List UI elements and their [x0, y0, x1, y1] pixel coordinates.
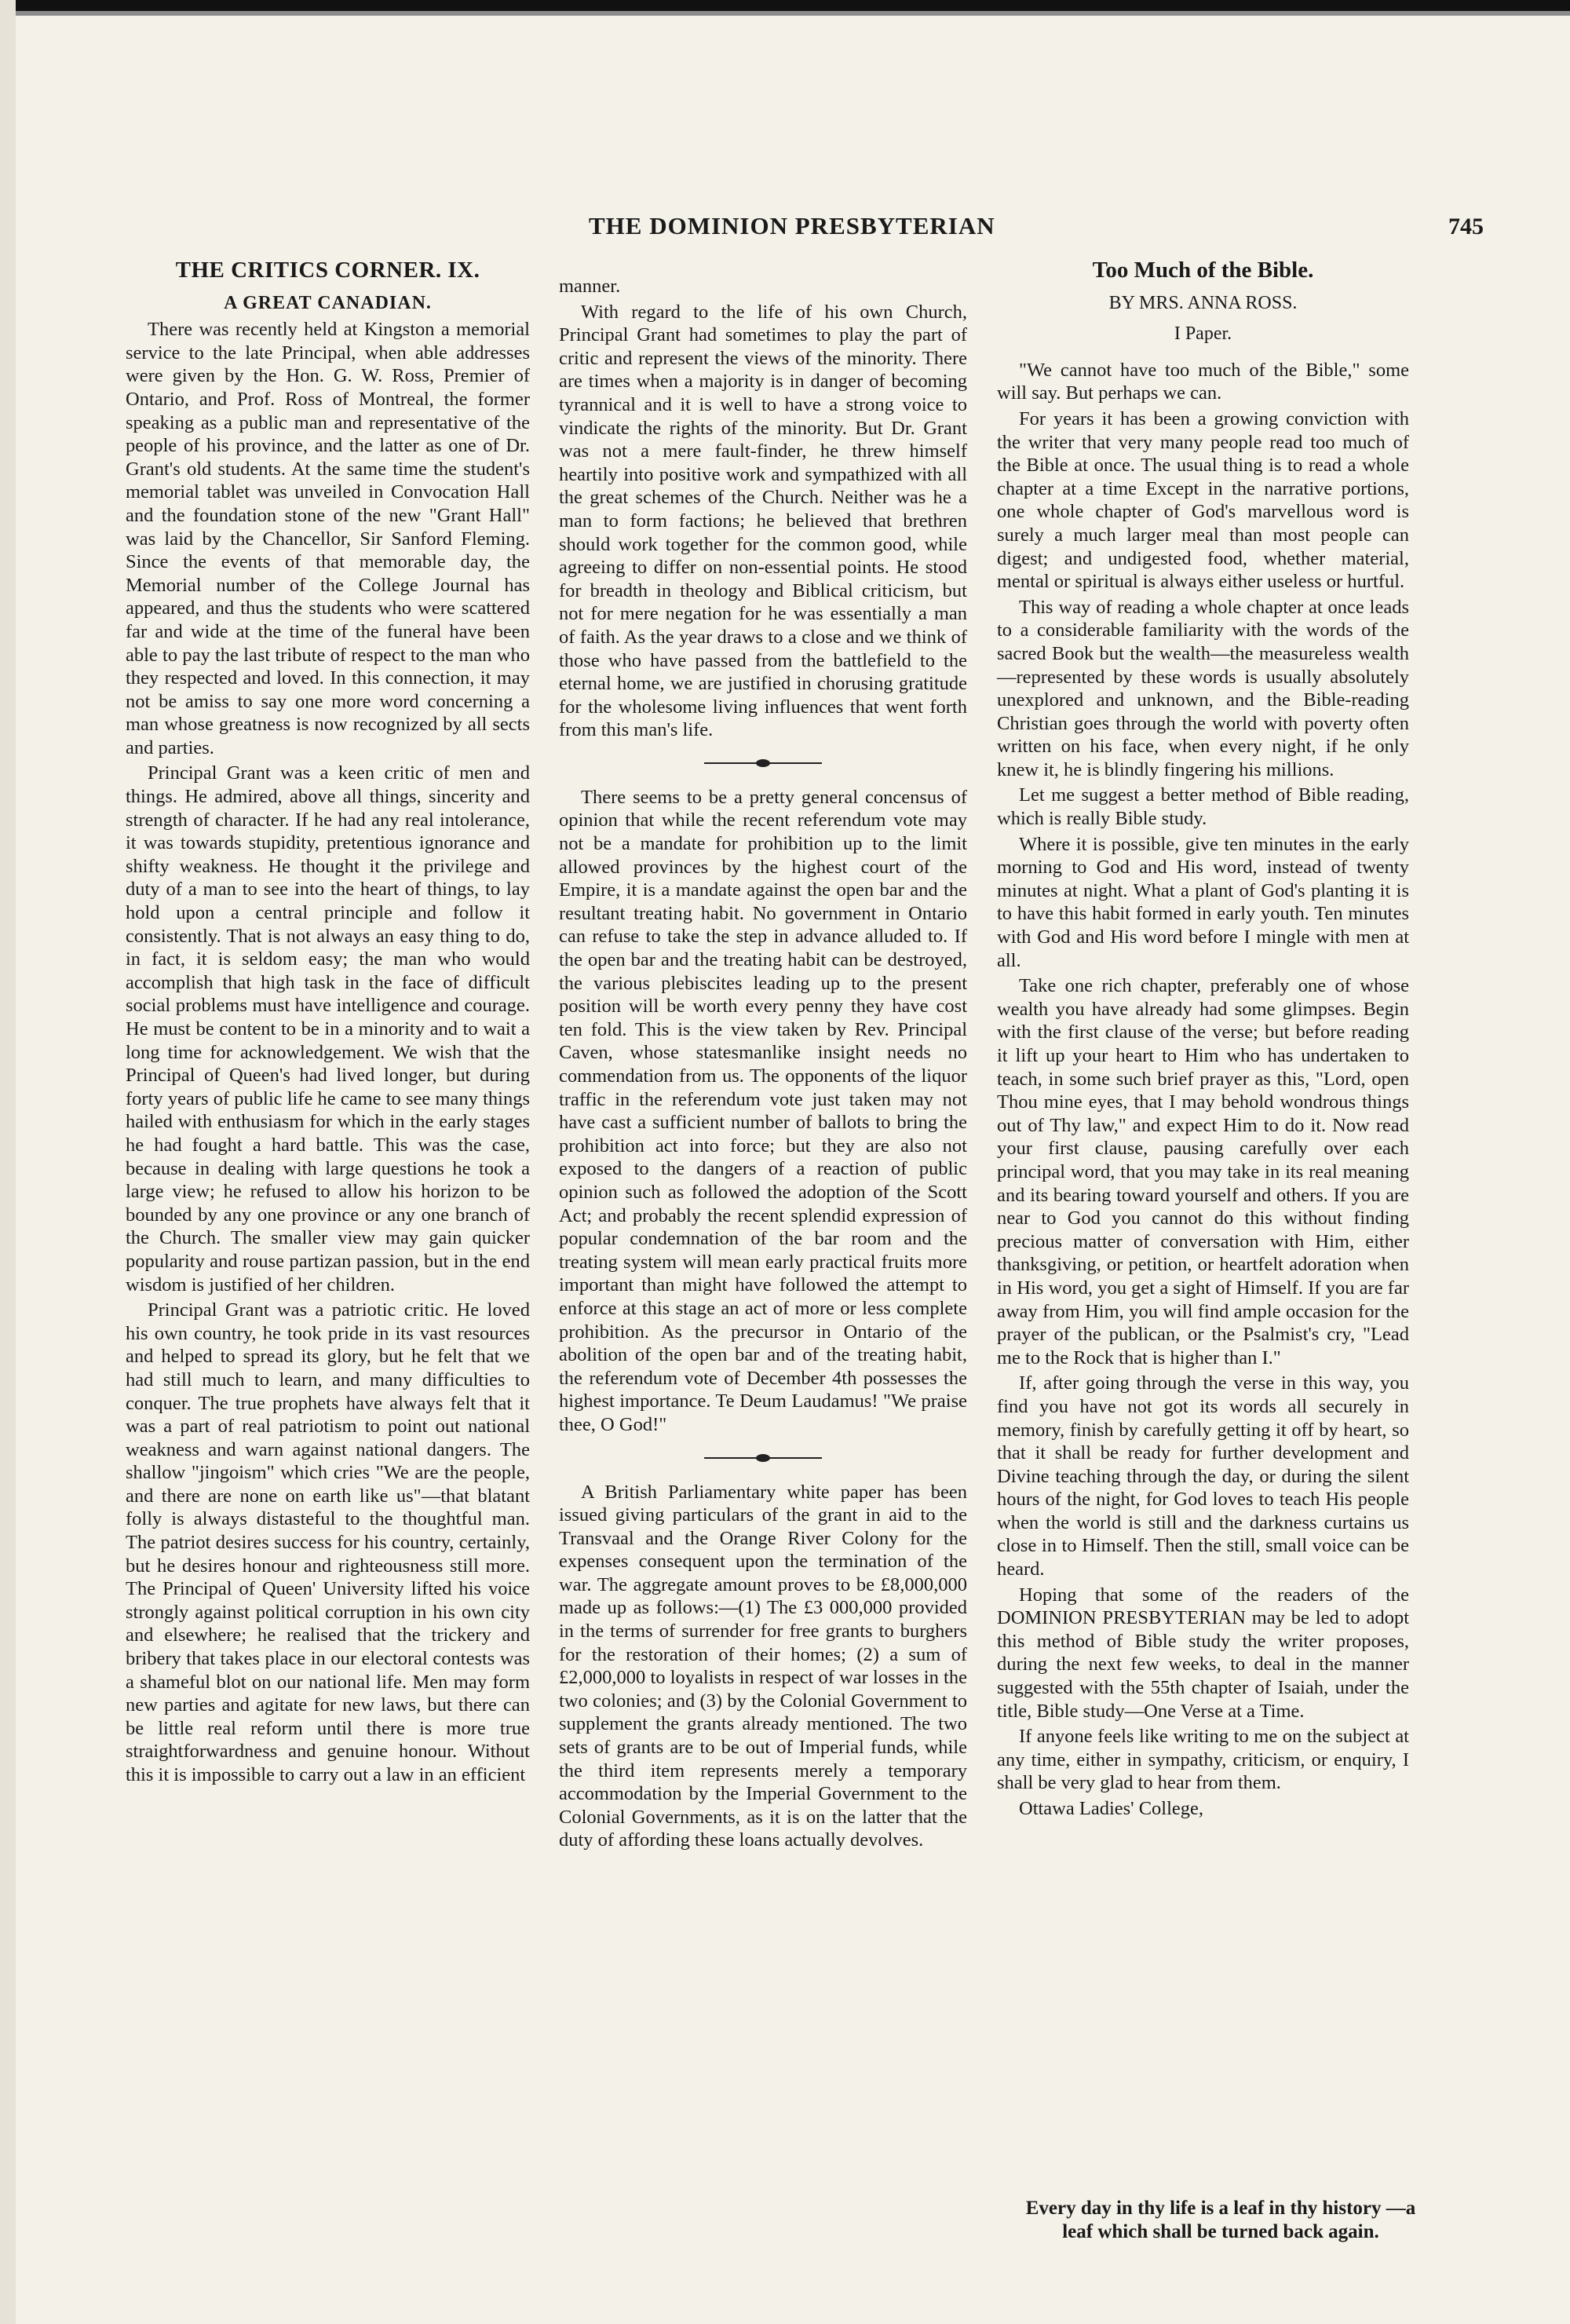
paragraph: This way of reading a whole chapter at once leads to a considerable familiarity with the words of the sacred Book but the wealth—the measureless wealth—represented by these words is usually absolutely unexplored and unknown, and the Bible-reading Christian goes through the world with poverty often written on his face, when every night, if he only knew it, he is blindly fingering his millions. — [997, 596, 1409, 780]
article-heading-too-much-bible: Too Much of the Bible. — [1092, 258, 1314, 283]
paragraph: "We cannot have too much of the Bible," some will say. But perhaps we can. — [997, 359, 1409, 404]
journal-title: THE DOMINION PRESBYTERIAN — [589, 212, 995, 239]
section-separator — [704, 1454, 822, 1462]
page-number: 745 — [1448, 214, 1484, 239]
paragraph: Take one rich chapter, preferably one of whose wealth you have already had some glimpses. Begin with the first clause of the verse; but before reading it lift up your heart to Him who has undertaken to teach, in some such brief prayer as this, "Lord, open Thou mine eyes, that I may behold wondrous things out of Thy law," and expect Him to do it. Now read your first clause, pausing carefully over each principal word, that you may take in its real meaning and its bearing toward yourself and others. If you are near to God you cannot do this without finding precious matter of conversation with Him, either thanksgiving, or petition, or heartfelt adoration when in His word, you get a sight of Himself. If you are far away from Him, you will find ample occasion for the prayer of the publican, or the Psalmist's cry, "Lead me to the Rock that is higher than I." — [997, 975, 1409, 1368]
paragraph: Principal Grant was a patriotic critic. He loved his own country, he took pride in its vast resources and helped to spread its glory, but he felt that we had still much to learn, and many difficulties to conquer. The true prophets have always felt that it was a part of real patriotism to point out national weakness and warn against national dangers. The shallow "jingoism" which cries "We are the people, and there are none on earth like us"—that blatant folly is always distasteful to the thoughtful man. The patriot desires success for his country, certainly, but he desires honour and righteousness still more. The Principal of Queen' University lifted his voice strongly against political corruption in his own city and elsewhere; he realised that the trickery and bribery that takes place in our electoral contests was a shameful blot on our national life. Men may form new parties and agitate for new laws, but there can be little real reform until there is more true straightforwardness and genuine honour. Without this it is impossible to carry out a law in an efficient — [126, 1299, 530, 1785]
column-left — [126, 259, 530, 1789]
paragraph: Principal Grant was a keen critic of men and things. He admired, above all things, sincerity and strength of character. If he had any real intolerance, it was towards stupidity, pretentious ignorance and shifty weakness. He thought it the privilege and duty of a man to see into the heart of things, to lay hold upon a central principle and follow it consistently. That is not always an easy thing to do, in fact, it is seldom easy; the man who would accomplish that high task in the face of difficult social problems must have intelligence and courage. He must be content to be in a minority and to wait a long time for acknowledgement. We wish that the Principal of Queen's had lived longer, but during forty years of public life he came to see many things hailed with enthusiasm for which in the early stages he had fought a hard battle. This was the case, because in dealing with large questions he took a large view; he refused to allow his horizon to be bounded by any one province or any one branch of the Church. The smaller view may gain quicker popularity and rouse partizan passion, but in the end wisdom is justified of her children. — [126, 762, 530, 1295]
signoff: Ottawa Ladies' College, — [1019, 1798, 1204, 1819]
column-right — [997, 259, 1409, 1823]
paragraph: For years it has been a growing conviction with the writer that very many people read too much of the Bible at once. The usual thing is to read a whole chapter at a time Except in the narrative portions, one whole chapter of God's marvellous word is surely a much larger meal than most people can digest; and undigested food, whether material, mental or spiritual is always either useless or hurtful. — [997, 407, 1409, 593]
paragraph: If, after going through the verse in this way, you find you have not got its words all securely in memory, finish by carefully getting it off by heart, so that it shall be ready for further development and Divine teaching through the day, or during the silent hours of the night, for God loves to teach His people when the world is still and the darkness curtains us close in to Himself. Then the still, small voice can be heard. — [997, 1372, 1409, 1580]
paragraph: There was recently held at Kingston a memorial service to the late Principal, when able addresses were given by the Hon. G. W. Ross, Premier of Ontario, and Prof. Ross of Montreal, the former speaking as a public man and representative of the people of his province, and the latter as one of Dr. Grant's old students. At the same time the student's memorial tablet was unveiled in Convocation Hall and the foundation stone of the new "Grant Hall" was laid by the Chancellor, Sir Sanford Fleming. Since the events of that memorable day, the Memorial number of the College Journal has appeared, and thus the students who were scattered far and wide at the time of the funeral have been able to pay the last tribute of respect to the man who they respected and loved. In this connection, it may not be amiss to say one more word concerning a man whose greatness is now recognized by all sects and parties. — [126, 319, 530, 758]
scan-border-top — [0, 0, 1570, 11]
byline: BY MRS. ANNA ROSS. — [1108, 292, 1298, 313]
paragraph-continuation: manner. — [559, 276, 621, 297]
paragraph: Hoping that some of the readers of the DOMINION PRESBYTERIAN may be led to adopt this method of Bible study the writer proposes, during the next few weeks, to deal in the manner suggested with the 55th chapter of Isaiah, under the title, Bible study—One Verse at a Time. — [997, 1584, 1409, 1722]
paper-label: I Paper. — [1174, 323, 1232, 345]
article-heading-critics-corner: THE CRITICS CORNER. IX. — [175, 258, 480, 283]
column-middle — [559, 259, 967, 1854]
footer-quote: Every day in thy life is a leaf in thy history —a leaf which shall be turned back again. — [1025, 2198, 1416, 2242]
paragraph: A British Parliamentary white paper has been issued giving particulars of the grant in aid to the Transvaal and the Orange River Colony for the expenses consequent upon the termination of the war. The aggregate amount proves to be £8,000,000 made up as follows:—(1) The £3 000,000 provided in the terms of surrender for free grants to burghers for the restoration of their homes; (2) a sum of £2,000,000 to loyalists in respect of war losses in the two colonies; and (3) by the Colonial Government to supplement the grants already mentioned. The two sets of grants are to be out of Imperial funds, while the third item represents merely a temporary accommodation by the Imperial Government to the Colonial Governments, as it is on the latter that the duty of affording these loans actually devolves. — [559, 1481, 967, 1851]
scan-shadow-top — [0, 11, 1570, 16]
paragraph: Where it is possible, give ten minutes in the early morning to God and His word, instead of twenty minutes at night. What a plant of God's planting it is to have this habit formed in early youth. Ten minutes with God and His word before I mingle with men at all. — [997, 833, 1409, 971]
paragraph: With regard to the life of his own Church, Principal Grant had sometimes to play the part of critic and represent the views of the minority. There are times when a majority is in danger of becoming tyrannical and it is well to have a strong voice to vindicate the rights of the minority. But Dr. Grant was not a mere fault-finder, he threw himself heartily into positive work and sympathized with all the great schemes of the Church. Neither was he a man to form factions; he believed that brethren should work together for the common good, while agreeing to differ on non-essential points. He stood for breadth in theology and Biblical criticism, but not for mere negation for he was essentially a man of faith. As the year draws to a close and we think of those who have passed from the battlefield to the eternal home, we are justified in chorusing gratitude for the wholesome living influences that went forth from this man's life. — [559, 301, 967, 741]
scan-border-left — [0, 0, 16, 2324]
paragraph: Let me suggest a better method of Bible reading, which is really Bible study. — [997, 784, 1409, 830]
article-subheading: A GREAT CANADIAN. — [224, 292, 432, 313]
section-separator — [704, 759, 822, 767]
running-head — [110, 212, 1492, 251]
paragraph: There seems to be a pretty general concensus of opinion that while the recent referendum vote may not be a mandate for prohibition up to the limit allowed provinces by the highest court of the Empire, it is a mandate against the open bar and the resultant treating habit. No government in Ontario can refuse to take the step in advance alluded to. If the open bar and the treating habit can be destroyed, the various plebiscites leading up to the present position will be worth every penny they have cost ten fold. This is the view taken by Rev. Principal Caven, whose statesmanlike insight needs no commendation from us. The opponents of the liquor traffic in the referendum vote just taken may not have cast a sufficient number of ballots to bring the prohibition act into force; but they are also not exposed to the dangers of a reaction of public opinion such as followed the adoption of the Scott Act; and probably the recent splendid expression of popular condemnation of the bar room and the treating system will mean early practical fruits more important than might have followed the attempt to enforce at this stage an act of more or less complete prohibition. As the precursor in Ontario of the abolition of the open bar and of the treating habit, the referendum vote of December 4th possesses the highest importance. Te Deum Laudamus! "We praise thee, O God!" — [559, 786, 967, 1435]
paragraph: If anyone feels like writing to me on the subject at any time, either in sympathy, criticism, or enquiry, I shall be very glad to hear from them. — [997, 1726, 1409, 1794]
